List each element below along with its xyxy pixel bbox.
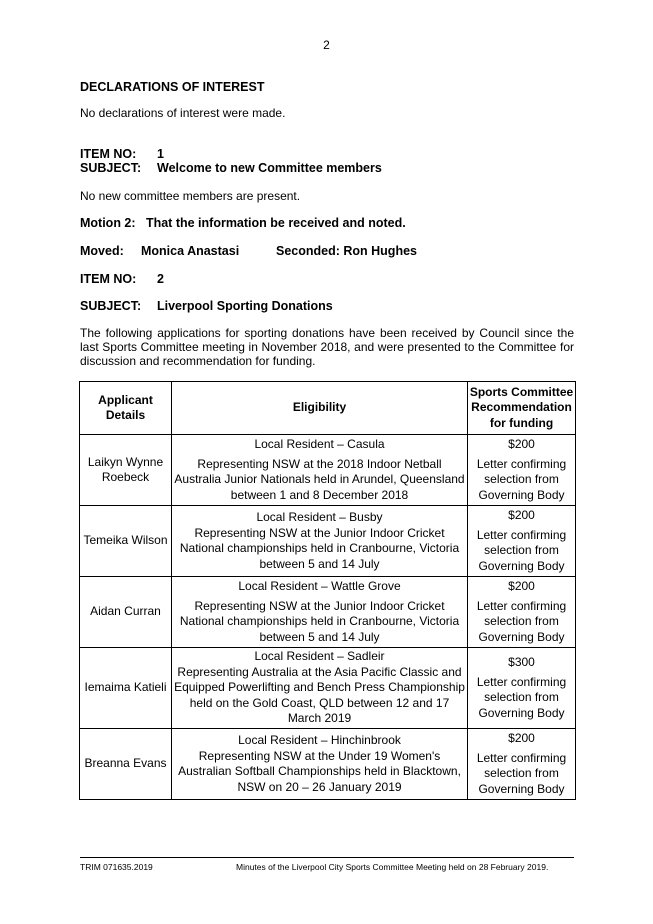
eligibility-header: Eligibility [172,382,468,435]
footer-trim: TRIM 071635.2019 [80,862,153,872]
footer-minutes: Minutes of the Liverpool City Sports Committee Meeting held on 28 February 2019. [236,862,549,872]
declarations-heading: DECLARATIONS OF INTEREST [80,80,265,94]
moved-by: Monica Anastasi [141,244,240,258]
eligibility-cell: Local Resident – Hinchinbrook Representing NSW at the Under 19 Women's Australian Softball Championships held in Blacktown, NSW on 20 – 26 January 2019 [172,729,468,800]
eligibility-cell: Local Resident – Casula Representing NSW at the 2018 Indoor Netball Australia Junior Nationals held in Arundel, Queensland between 1 and 8 December 2018 [172,435,468,506]
item2-number: 2 [157,272,164,286]
applicant-cell: Iemaima Katieli [80,648,172,729]
applicant-cell: Temeika Wilson [80,506,172,577]
table-row [80,506,576,577]
item2-intro: The following applications for sporting donations have been received by Council since the last Sports Committee meeting in November 2018, and were presented to the Committee for discussion and recommendation for funding. [80,326,574,368]
recommendation-cell: $200 Letter confirming selection from Governing Body [468,577,576,648]
recommendation-cell: $300 Letter confirming selection from Governing Body [468,648,576,729]
item1-subject: Welcome to new Committee members [157,161,382,175]
eligibility-cell: Local Resident – Busby Representing NSW at the Junior Indoor Cricket National championships held in Cranbourne, Victoria between 5 and 14 July [172,506,468,577]
applicant-cell: Breanna Evans [80,729,172,800]
table-row [80,729,576,800]
item1-label: ITEM NO: [80,147,137,161]
applicant-cell: Aidan Curran [80,577,172,648]
recommendation-cell: $200 Letter confirming selection from Governing Body [468,506,576,577]
declarations-text: No declarations of interest were made. [80,106,286,120]
recommendation-header: Sports Committee Recommendation for funding [468,382,576,435]
item2-subject: Liverpool Sporting Donations [157,299,333,313]
item1-number: 1 [157,147,164,161]
item1-note: No new committee members are present. [80,189,301,203]
recommendation-cell: $200 Letter confirming selection from Governing Body [468,729,576,800]
applicant-header: Applicant Details [80,382,172,435]
table-row [80,577,576,648]
donations-table [79,381,576,800]
eligibility-cell: Local Resident – Wattle Grove Representing NSW at the Junior Indoor Cricket National championships held in Cranbourne, Victoria between 5 and 14 July [172,577,468,648]
item2-label: ITEM NO: [80,272,137,286]
table-row [80,435,576,506]
moved-label: Moved: [80,244,124,258]
footer-divider [80,857,574,858]
item1-subject-label: SUBJECT: [80,161,142,175]
eligibility-cell: Local Resident – Sadleir Representing Australia at the Asia Pacific Classic and Equipped Powerlifting and Bench Press Championship held on the Gold Coast, QLD between 12 and 17 March 2019 [172,648,468,729]
item2-subject-label: SUBJECT: [80,299,142,313]
seconded-by: Seconded: Ron Hughes [276,244,417,258]
motion-text: Motion 2: That the information be received and noted. [80,216,406,230]
table-row [80,648,576,729]
table-header-row [80,382,576,435]
applicant-cell: Laikyn Wynne Roebeck [80,435,172,506]
recommendation-cell: $200 Letter confirming selection from Governing Body [468,435,576,506]
page-number: 2 [323,38,330,52]
